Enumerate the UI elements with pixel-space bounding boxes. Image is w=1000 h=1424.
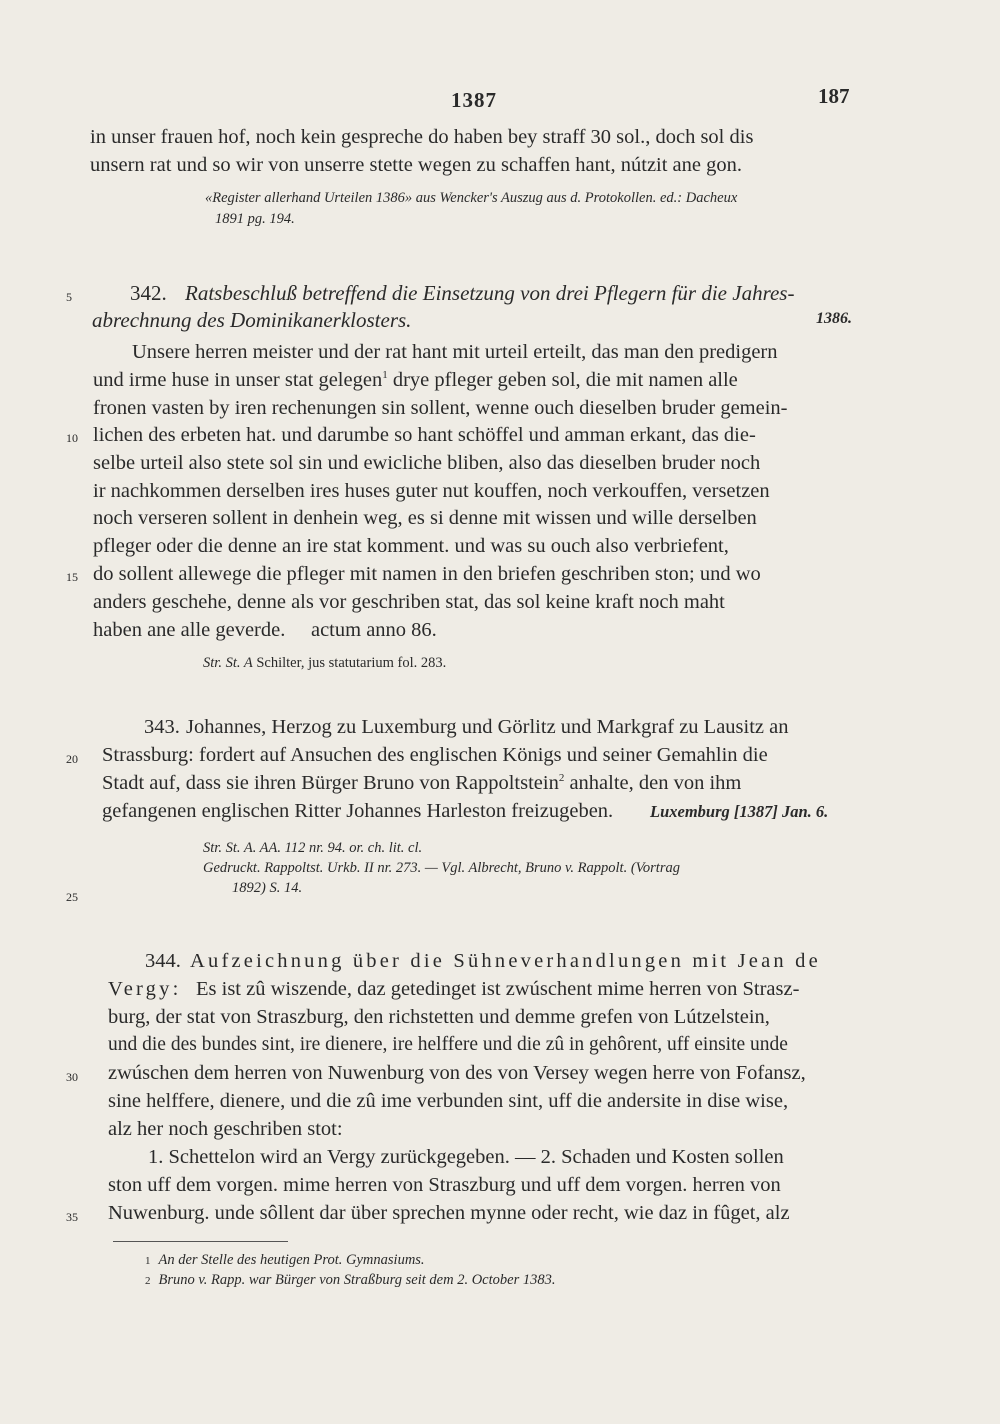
source-citation: 1892) S. 14. <box>232 880 303 896</box>
line-number: 5 <box>66 290 72 304</box>
source-citation: Str. St. A Schilter, jus statutarium fol. 283. <box>203 655 447 671</box>
page-number: 187 <box>818 84 850 108</box>
source-citation: Str. St. A. AA. 112 nr. 94. or. ch. lit. cl. <box>203 840 423 856</box>
line-number: 35 <box>66 1210 78 1224</box>
line-number: 25 <box>66 890 78 904</box>
entry-title-cont: Vergy: <box>108 978 182 1000</box>
entry-number: 342. <box>130 281 167 305</box>
document-page: 1387 187 in unser frauen hof, noch kein gespreche do haben bey straff 30 sol., doch sol dis unsern rat und so wir von unserre stette wegen zu schaffen hant, nútzit ane gon. «Register allerhand Urteilen 1386» aus Wencker's Auszug aus d. Protokollen. ed.: Dacheux 1891 pg. 194. 5 342. Ratsbeschluß betreffend die Einsetzung von drei Pflegern für die Jahres- abrechnung des Dominikanerklosters. 1386. Unsere herren meister und der rat hant mit urteil erteilt, das man den predigern und irme huse in unser stat gelegen$^1$ drye pfleger geben sol, die mit namen alle fronen vasten by iren rechenungen sin sollent, wenne ouch dieselben bruder gemein- 10 lichen des erbeten hat. und darumbe so hant schöffel und amman erkant, das die- selbe urteil also stete sol sin und ewicliche bliben, also das dieselben bruder noch ir nachkommen derselben ires huses guter nut kouffen, noch verkouffen, versetzen noch verseren sollent in denhein weg, es si denne mit wissen und wille derselben pfleger oder die denne an ire stat komment. und was su ouch also verbriefent, 15 do sollent allewege die pfleger mit namen in den briefen geschriben ston; und wo anders geschehe, denne als vor geschriben stat, das sol keine kraft noch maht haben ane alle geverde. actum anno 86. Str. St. A Schilter, jus statutarium fol. 283. 343. Johannes, Herzog zu Luxemburg und Görlitz und Markgraf zu Lausitz an 20 Strassburg: fordert auf Ansuchen des englischen Königs und seiner Gemahlin die Stadt auf, dass sie ihren Bürger Bruno von Rappoltstein$^2$ anhalte, den von ihm gefangenen englischen Ritter Johannes Harleston freizugeben. Luxemburg [1387] Jan. 6. Str. St. A. AA. 112 nr. 94. or. ch. lit. cl. Gedruckt. Rappoltst. Urkb. II nr. 273. — Vgl. Albrecht, Bruno v. Rappolt. (Vortrag 25 1892) S. 14. 344. Aufzeichnung über die Sühneverhandlungen mit Jean de Vergy: Es ist zû wiszende, daz getedinget ist zwúschent mime herren von Strasz- burg, der stat von Straszburg, den richstetten und demme grefen von Lútzelstein, und die des bundes sint, ire dienere, ire helffere und die zû in gehôrent, uff einsite unde 30 zwúschen dem herren von Nuwenburg von des von Versey wegen herre von Fofansz, sine helffere, dienere, und die zû ime verbunden sint, uff die andersite in dise wise, alz her noch geschriben stot: 1. Schettelon wird an Vergy zurückgegeben. — 2. Schaden und Kosten sollen ston uff dem vorgen. mime herren von Straszburg und uff dem vorgen. herren von 35 Nuwenburg. unde sôllent dar über sprechen mynne oder recht, wie daz in fûget, alz 1 An der Stelle des heutigen Prot. Gymnasiums. 2 Bruno v. Rapp. war Bürger von Straßburg seit dem 2. October 1383. <box>66 84 852 1288</box>
footnote-ref[interactable]: 2 <box>558 772 565 785</box>
line-number: 30 <box>66 1070 78 1084</box>
source-citation: 1891 pg. 194. <box>215 211 295 227</box>
entry-date: Luxemburg [1387] Jan. 6. <box>650 802 829 821</box>
header-year: 1387 <box>451 88 497 112</box>
footnote-divider <box>113 1241 288 1242</box>
entry-number: 343. <box>144 716 180 738</box>
footnote-ref[interactable]: 1 <box>382 369 388 382</box>
line-number: 20 <box>66 752 78 766</box>
footnote: 1 An der Stelle des heutigen Prot. Gymnasiums. <box>145 1252 425 1268</box>
entry-number: 344. <box>145 950 181 972</box>
footnote: 2 Bruno v. Rapp. war Bürger von Straßburg seit dem 2. October 1383. <box>145 1272 556 1288</box>
line-number: 10 <box>66 431 78 445</box>
entry-title: Ratsbeschluß betreffend die Einsetzung von drei Pflegern für die Jahres- <box>185 281 795 305</box>
source-citation: Gedruckt. Rappoltst. Urkb. II nr. 273. — Vgl. Albrecht, Bruno v. Rappolt. (Vortrag <box>203 860 680 876</box>
entry-title-cont: abrechnung des Dominikanerklosters. <box>92 308 412 332</box>
source-citation: «Register allerhand Urteilen 1386» aus Wencker's Auszug aus d. Protokollen. ed.: Dacheux <box>205 190 738 206</box>
entry-title: Aufzeichnung über die Sühneverhandlungen mit Jean de <box>190 950 821 972</box>
line-number: 15 <box>66 570 78 584</box>
entry-date: 1386. <box>816 310 852 327</box>
